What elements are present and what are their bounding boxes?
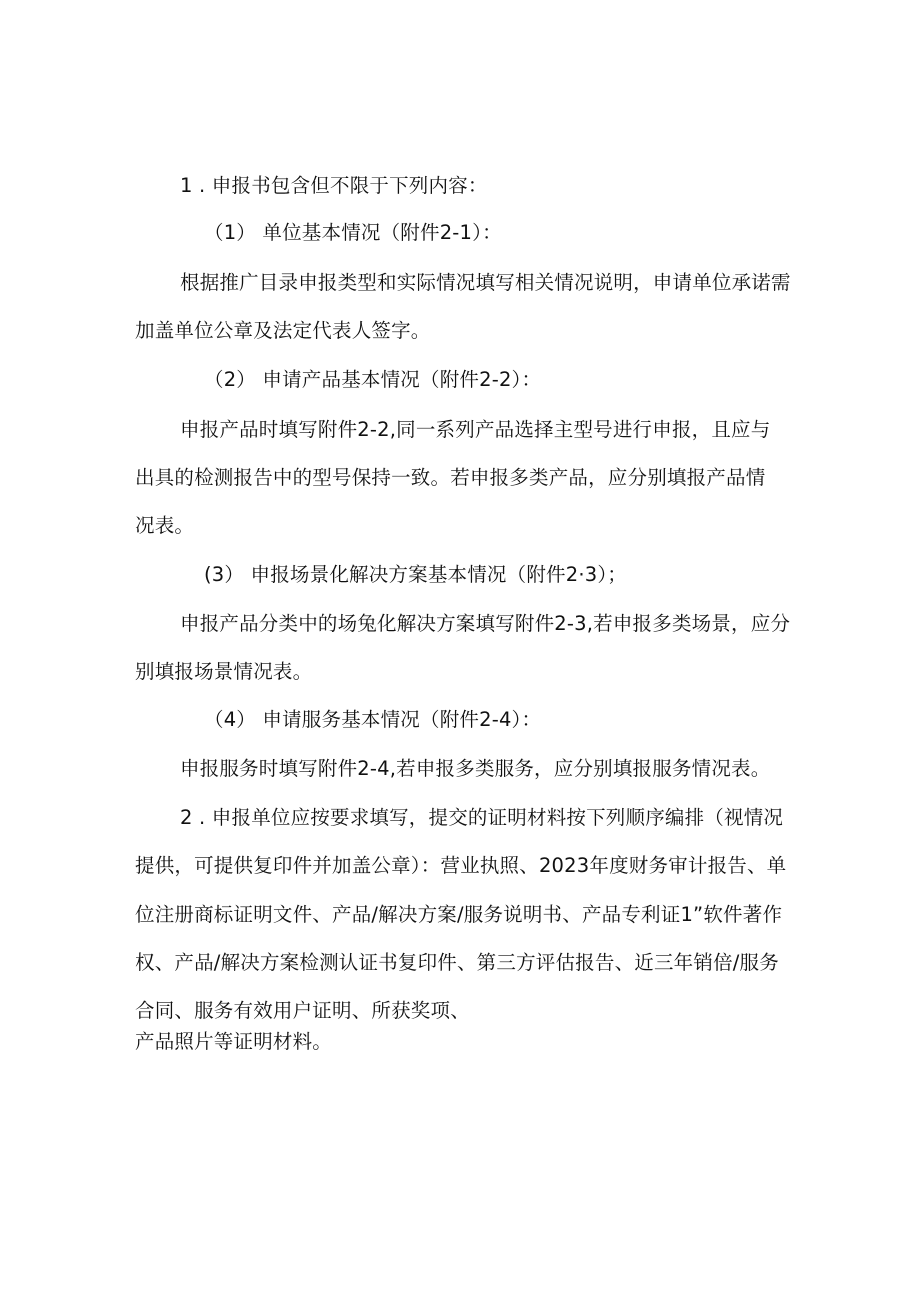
subitem-4-paragraph-line: 申报服务时填写附件2-4,若申报多类服务，应分别填报服务情况表。 xyxy=(180,757,771,780)
subitem-1-paragraph-line: 根据推广目录申报类型和实际情况填写相关情况说明，申请单位承诺需 xyxy=(180,271,791,294)
subitem-1-paragraph-line: 加盖单位公章及法定代表人签字。 xyxy=(135,319,431,342)
subitem-2-paragraph-line: 出具的检测报告中的型号保持一致。若申报多类产品，应分别填报产品情 xyxy=(135,466,766,489)
subitem-2-paragraph-line: 申报产品时填写附件2-2,同一系列产品选择主型号进行申报，且应与 xyxy=(180,418,771,441)
item-1-heading: 1 . 申报书包含但不限于下列内容： xyxy=(180,174,488,197)
subitem-4-heading: （4） 申请服务基本情况（附件2-4）： xyxy=(204,708,542,731)
subitem-3-heading: (3） 申报场景化解决方案基本情况（附件2·3）； xyxy=(204,563,627,586)
subitem-3-paragraph-line: 别填报场景情况表。 xyxy=(135,660,313,683)
item-2-paragraph-line: 位注册商标证明文件、产品/解决方案/服务说明书、产品专利证1”软件著作 xyxy=(135,903,783,926)
item-2-paragraph-line: 提供，可提供复印件并加盖公章）：营业执照、2023年度财务审计报告、单 xyxy=(135,854,787,877)
item-2-paragraph-line: 合同、服务有效用户证明、所获奖项、 xyxy=(135,999,470,1022)
subitem-1-heading: （1） 单位基本情况（附件2-1）： xyxy=(204,221,502,244)
subitem-2-heading: （2） 申请产品基本情况（附件2-2）： xyxy=(204,368,542,391)
item-2-paragraph-line: 产品照片等证明材料。 xyxy=(135,1030,333,1053)
item-2-paragraph-line: 权、产品/解决方案检测认证书复印件、第三方评估报告、近三年销倍/服务 xyxy=(135,951,779,974)
subitem-3-paragraph-line: 申报产品分类中的场兔化解决方案填写附件2-3,若申报多类场景，应分 xyxy=(180,612,791,635)
subitem-2-paragraph-line: 况表。 xyxy=(135,514,195,537)
item-2-paragraph-line: 2 . 申报单位应按要求填写，提交的证明材料按下列顺序编排（视情况 xyxy=(180,806,784,829)
